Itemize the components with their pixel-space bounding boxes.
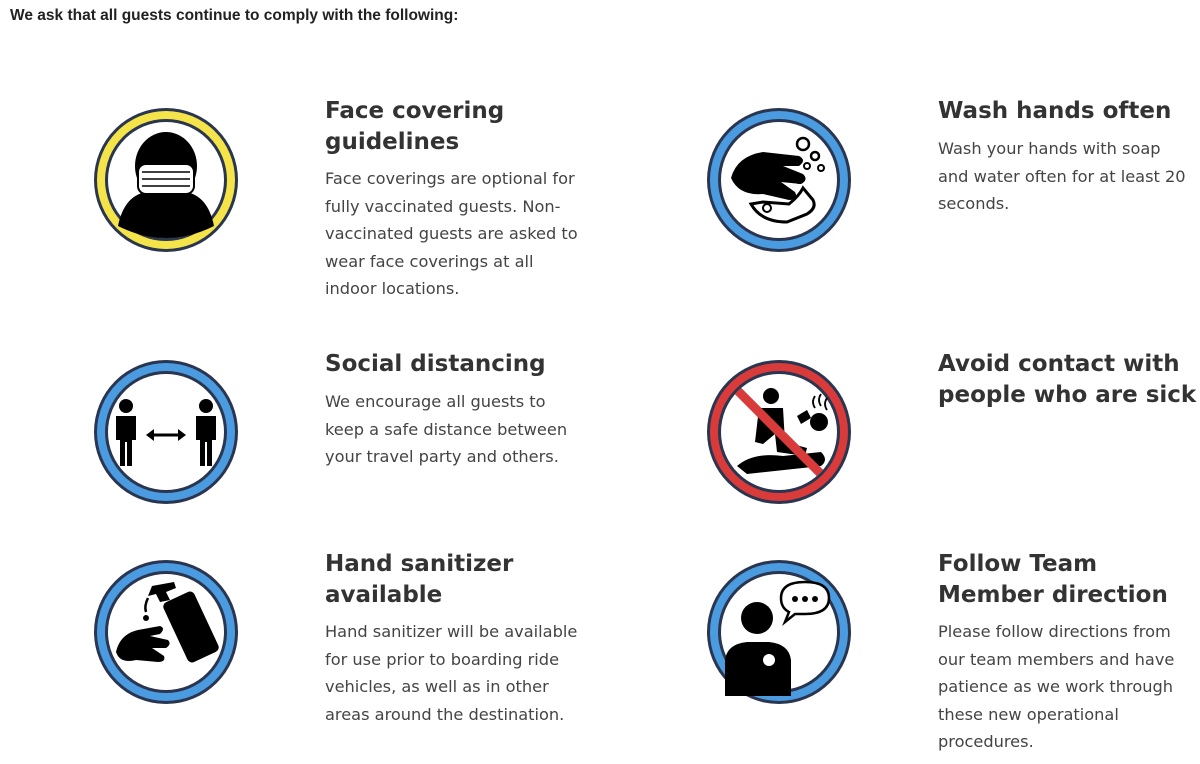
- hand-sanitizer-icon: [90, 556, 242, 708]
- guideline-title: Hand sanitizer available: [325, 551, 514, 608]
- guideline-description: Face coverings are optional for fully vaccinated guests. Non-vaccinated guests are asked to wear face coverings at all indoor locations.: [325, 169, 578, 298]
- intro-text: We ask that all guests continue to comply with the following:: [10, 7, 459, 24]
- guideline-description: Hand sanitizer will be available for use prior to boarding ride vehicles, as well as in other areas around the destination.: [325, 622, 578, 724]
- guideline-title: Face covering guidelines: [325, 98, 505, 155]
- guideline-title: Avoid contact with people who are sick: [938, 351, 1197, 408]
- guideline-title: Follow Team Member direction: [938, 551, 1168, 608]
- team-member-speech-icon: [703, 556, 855, 708]
- guideline-description: Wash your hands with soap and water often for at least 20 seconds.: [938, 139, 1186, 213]
- face-mask-icon: [90, 104, 242, 256]
- hand-washing-icon: [703, 104, 855, 256]
- guideline-title: Wash hands often: [938, 98, 1172, 124]
- social-distancing-icon: [90, 356, 242, 508]
- guideline-title: Social distancing: [325, 351, 546, 377]
- guideline-description: We encourage all guests to keep a safe distance between your travel party and others.: [325, 392, 568, 466]
- no-contact-sick-icon: [703, 356, 855, 508]
- guideline-description: Please follow directions from our team members and have patience as we work through these new operational procedures.: [938, 622, 1175, 751]
